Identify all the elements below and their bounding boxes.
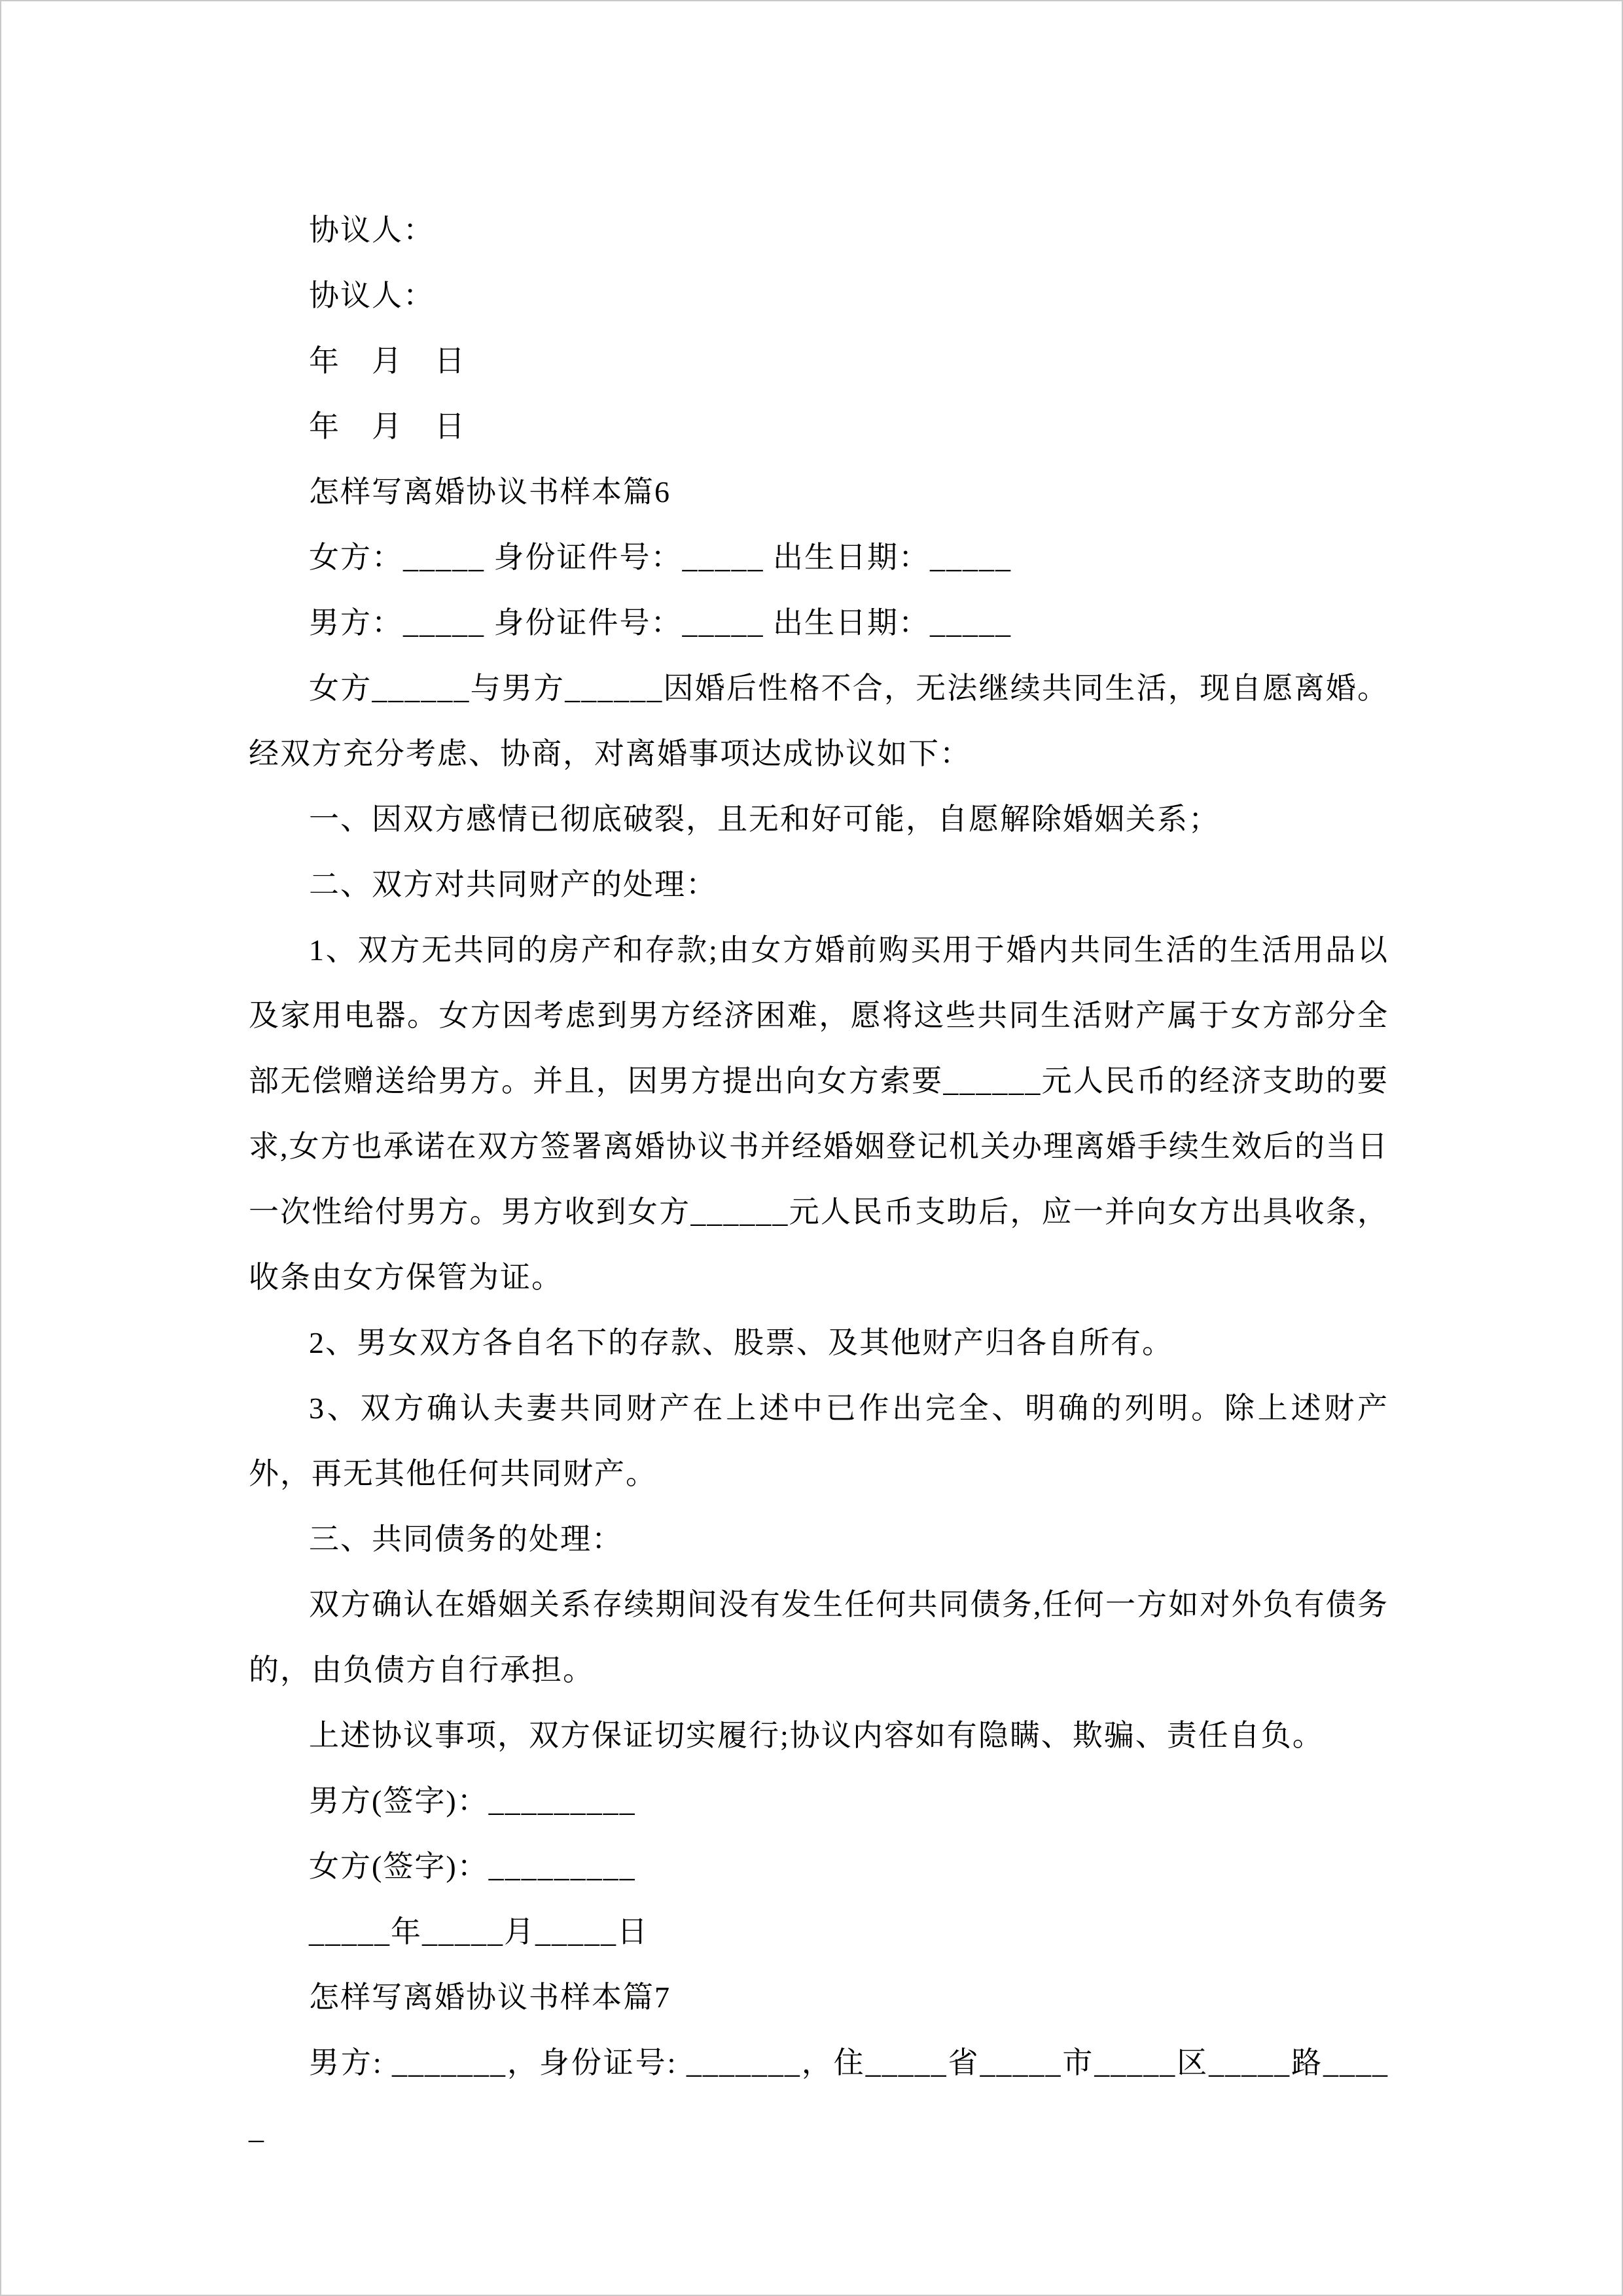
paragraph-clause-2-item-3: 3、双方确认夫妻共同财产在上述中已作出完全、明确的列明。除上述财产外，再无其他任何共同财产。 [249, 1391, 1389, 1490]
paragraph-clause-2: 二、双方对共同财产的处理： [309, 868, 717, 901]
paragraph-clause-3: 三、共同债务的处理： [309, 1522, 623, 1556]
section-heading-sample-6: 怎样写离婚协议书样本篇6 [309, 475, 671, 509]
paragraph-clause-3-body: 双方确认在婚姻关系存续期间没有发生任何共同债务,任何一方如对外负有债务的，由负债方自行承担。 [249, 1588, 1389, 1687]
paragraph-wife-identity: 女方：_____ 身份证件号：_____ 出生日期：_____ [309, 541, 1012, 574]
paragraph-date-line: 年 月 日 [309, 410, 466, 443]
paragraph-clause-1: 一、因双方感情已彻底破裂，且无和好可能，自愿解除婚姻关系； [309, 802, 1220, 836]
paragraph-husband-address: 男方: _______，身份证号: _______，住_____省_____市_____区_____路_____ [249, 2046, 1389, 2145]
paragraph-signature-date: _____年_____月_____日 [309, 1915, 649, 1948]
paragraph-husband-signature: 男方(签字)：_________ [309, 1784, 636, 1818]
section-heading-sample-7: 怎样写离婚协议书样本篇7 [309, 1981, 671, 2014]
paragraph-preamble: 女方______与男方______因婚后性格不合，无法继续共同生活，现自愿离婚。经双方充分考虑、协商，对离婚事项达成协议如下： [249, 672, 1389, 770]
paragraph-closing: 上述协议事项，双方保证切实履行;协议内容如有隐瞒、欺骗、责任自负。 [309, 1719, 1324, 1752]
paragraph-date-line: 年 月 日 [309, 344, 466, 378]
paragraph-clause-2-item-2: 2、男女双方各自名下的存款、股票、及其他财产归各自所有。 [309, 1326, 1173, 1359]
paragraph-party-line: 协议人： [309, 213, 435, 247]
paragraph-party-line: 协议人： [309, 279, 435, 312]
paragraph-wife-signature: 女方(签字)：_________ [309, 1850, 636, 1883]
paragraph-husband-identity: 男方：_____ 身份证件号：_____ 出生日期：_____ [309, 606, 1012, 639]
document-content [249, 198, 1389, 2161]
paragraph-clause-2-item-1: 1、双方无共同的房产和存款;由女方婚前购买用于婚内共同生活的生活用品以及家用电器。女方因考虑到男方经济困难，愿将这些共同生活财产属于女方部分全部无偿赠送给男方。并且，因男方提出向女方索要______元人民币的经济支助的要求,女方也承诺在双方签署离婚协议书并经婚姻登记机关办理离婚手续生效后的当日一次性给付男方。男方收到女方______元人民币支助后，应一并向女方出具收条，收条由女方保管为证。 [249, 933, 1389, 1294]
